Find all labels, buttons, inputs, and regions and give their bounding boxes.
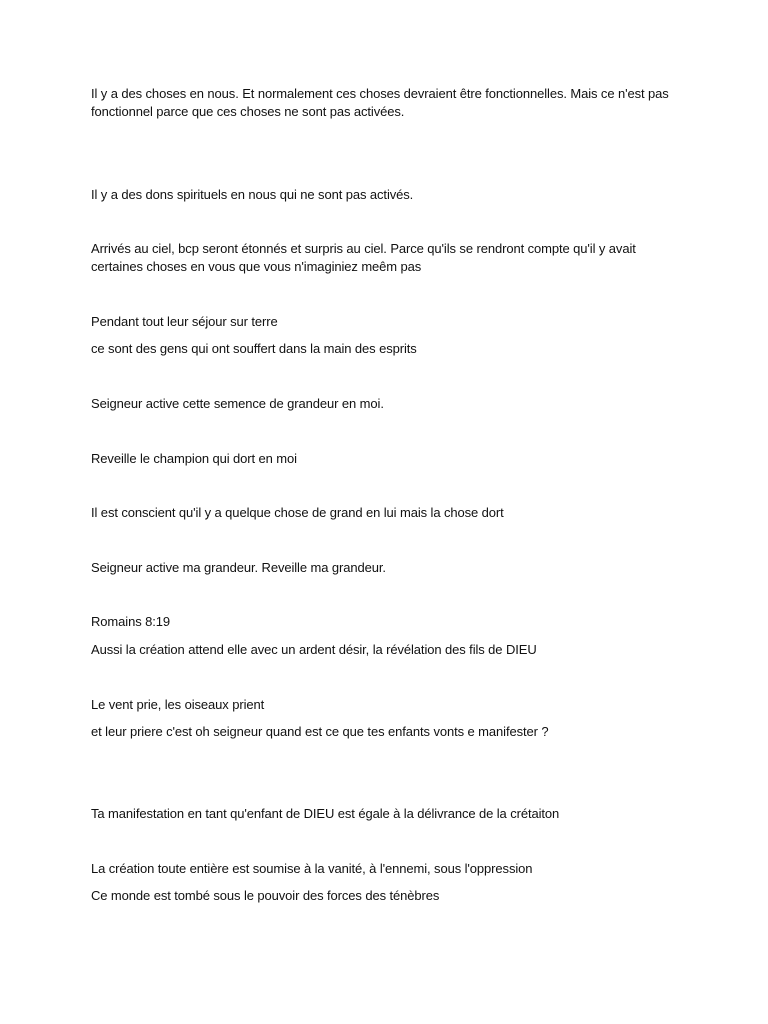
paragraph-world-fallen: Ce monde est tombé sous le pouvoir des forces des ténèbres <box>91 888 440 903</box>
paragraph-wake-champion: Reveille le champion qui dort en moi <box>91 451 297 466</box>
paragraph-manifestation: Ta manifestation en tant qu'enfant de DIEU est égale à la délivrance de la crétaiton <box>91 806 560 821</box>
paragraph-spiritual-gifts: Il y a des dons spirituels en nous qui ne sont pas activés. <box>91 187 414 202</box>
paragraph-activate-seed: Seigneur active cette semence de grandeur en moi. <box>91 396 384 411</box>
paragraph-creation-waits: Aussi la création attend elle avec un ardent désir, la révélation des fils de DIEU <box>91 642 537 657</box>
paragraph-creation-subjected: La création toute entière est soumise à la vanité, à l'ennemi, sous l'oppression <box>91 861 533 876</box>
paragraph-things-in-us: Il y a des choses en nous. Et normalement ces choses devraient être fonctionnelles. Mais ce n'est pas fonctionnel parce que ces choses ne sont pas activées. <box>91 86 669 119</box>
paragraph-suffered: ce sont des gens qui ont souffert dans la main des esprits <box>91 341 417 356</box>
paragraph-conscious: Il est conscient qu'il y a quelque chose de grand en lui mais la chose dort <box>91 505 504 520</box>
paragraph-wind-prays: Le vent prie, les oiseaux prient <box>91 697 265 712</box>
paragraph-stay-on-earth: Pendant tout leur séjour sur terre <box>91 314 278 329</box>
paragraph-their-prayer: et leur priere c'est oh seigneur quand est ce que tes enfants vonts e manifester ? <box>91 724 549 739</box>
paragraph-activate-greatness: Seigneur active ma grandeur. Reveille ma grandeur. <box>91 560 386 575</box>
paragraph-romans-reference: Romains 8:19 <box>91 614 171 629</box>
paragraph-arrived-in-heaven: Arrivés au ciel, bcp seront étonnés et surpris au ciel. Parce qu'ils se rendront compte qu'il y avait certaines choses en vous que vous n'imaginiez meêm pas <box>91 241 636 274</box>
